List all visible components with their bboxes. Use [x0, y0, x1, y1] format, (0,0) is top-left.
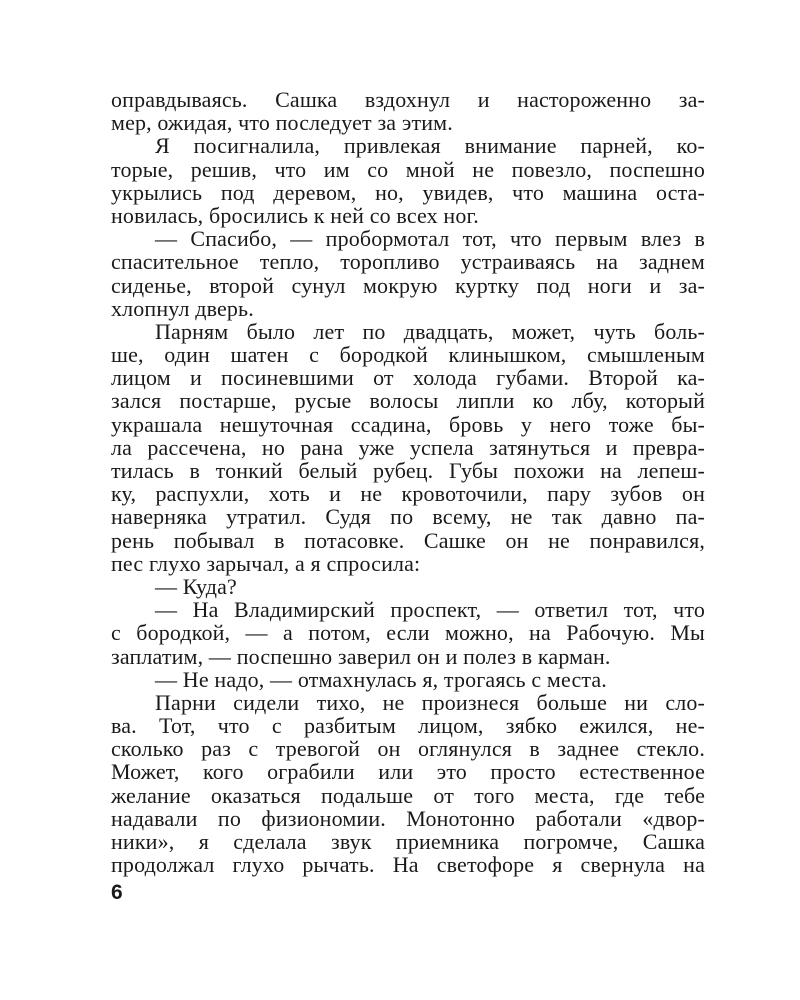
- text-line: укрылись под деревом, но, увидев, что машина оста-: [111, 179, 705, 205]
- text-line: Парни сидели тихо, не произнеся больше ни сло-: [155, 689, 705, 715]
- text-line: — Спасибо, — пробормотал тот, что первым влез в: [155, 226, 705, 252]
- page-number: 6: [111, 881, 123, 904]
- text-line: украшала нешуточная ссадина, бровь у него тоже бы-: [111, 411, 705, 437]
- text-line: наверняка утратил. Судя по всему, не так давно па-: [111, 504, 705, 530]
- text-line: мер, ожидая, что последует за этим.: [111, 110, 453, 136]
- text-line: — Не надо, — отмахнулась я, трогаясь с места.: [155, 666, 607, 692]
- text-line: с бородкой, — а потом, если можно, на Рабочую. Мы: [111, 620, 705, 646]
- text-line: торые, решив, что им со мной не повезло, поспешно: [111, 156, 705, 182]
- text-line: новилась, бросились к ней со всех ног.: [111, 202, 479, 228]
- text-line: ва. Тот, что с разбитым лицом, зябко ежился, не-: [111, 713, 705, 739]
- text-line: — Куда?: [155, 573, 237, 599]
- text-line: желание оказаться подальше от того места, где тебе: [111, 782, 705, 808]
- text-line: зался постарше, русые волосы липли ко лбу, который: [111, 388, 705, 414]
- text-line: надавали по физиономии. Монотонно работали «двор-: [111, 805, 705, 831]
- body-text: [111, 88, 705, 876]
- text-line: лицом и посиневшими от холода губами. Второй ка-: [111, 365, 705, 391]
- text-line: сколько раз с тревогой он оглянулся в заднее стекло.: [111, 736, 705, 762]
- text-line: — На Владимирский проспект, — ответил тот, что: [155, 597, 705, 623]
- text-line: сиденье, второй сунул мокрую куртку под ноги и за-: [111, 272, 705, 298]
- text-line: продолжал глухо рычать. На светофоре я свернула на: [111, 852, 705, 878]
- text-line: Парням было лет по двадцать, может, чуть боль-: [155, 318, 705, 344]
- text-line: тилась в тонкий белый рубец. Губы похожи на лепеш-: [111, 458, 705, 483]
- text-line: ники», я сделала звук приемника погромче, Сашка: [111, 829, 705, 854]
- text-line: Может, кого ограбили или это просто естественное: [111, 759, 705, 785]
- text-line: рень побывал в потасовке. Сашке он не понравился,: [111, 527, 705, 553]
- text-line: ку, распухли, хоть и не кровоточили, пару зубов он: [111, 481, 705, 507]
- text-line: ше, один шатен с бородкой клинышком, смышленым: [111, 342, 705, 368]
- text-line: спасительное тепло, торопливо устраиваясь на заднем: [111, 249, 705, 275]
- text-line: хлопнул дверь.: [111, 295, 254, 321]
- text-line: заплатим, — поспешно заверил он и полез в карман.: [111, 643, 611, 669]
- text-line: пес глухо зарычал, а я спросила:: [111, 550, 421, 576]
- text-line: ла рассечена, но рана уже успела затянуться и превра-: [111, 434, 705, 460]
- text-line: оправдываясь. Сашка вздохнул и настороженно за-: [111, 87, 705, 112]
- text-line: Я посигналила, привлекая внимание парней, ко-: [155, 133, 705, 159]
